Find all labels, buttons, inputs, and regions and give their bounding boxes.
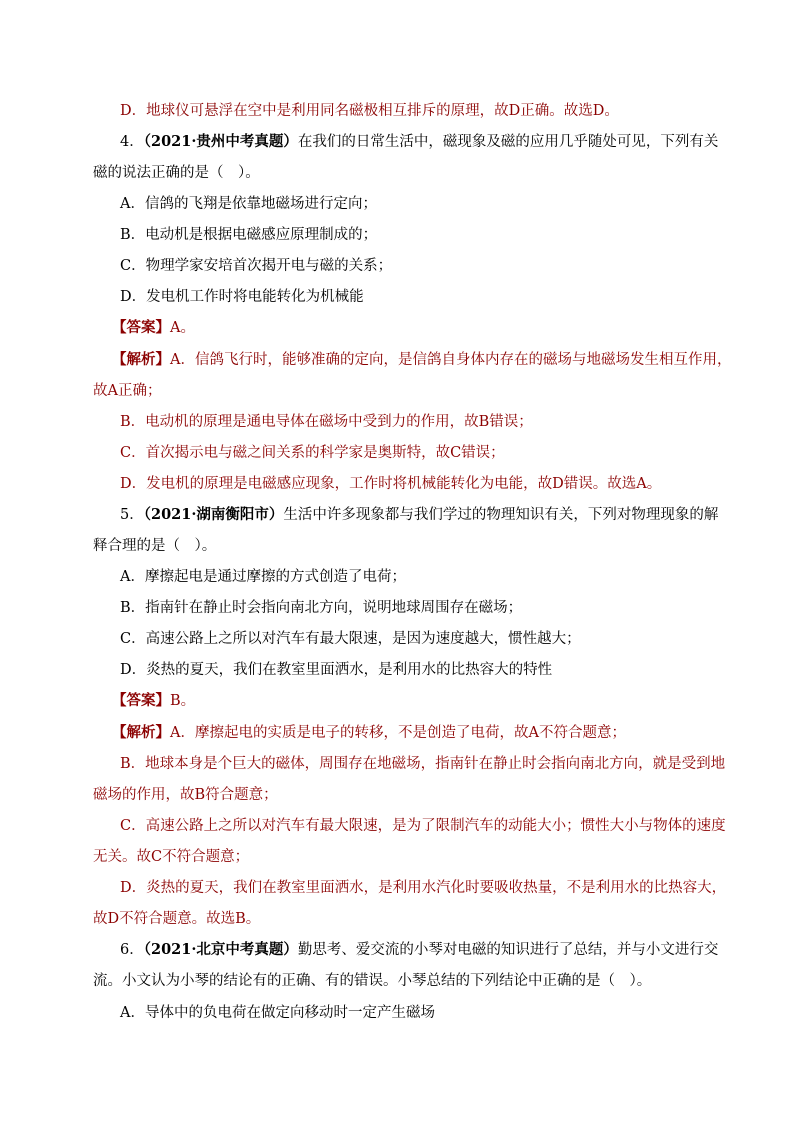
q5-analysis-line7: 故D不符合题意。故选B。 <box>93 911 261 927</box>
q4-answer-value: A。 <box>170 320 195 336</box>
q4-option-a: A．信鸽的飞翔是依靠地磁场进行定向； <box>120 196 377 212</box>
q5-answer <box>112 691 195 711</box>
q3-option-d-analysis: D．地球仪可悬浮在空中是利用同名磁极相互排斥的原理，故D正确。故选D。 <box>120 103 619 119</box>
q5-analysis-line2: B．地球本身是个巨大的磁体，周围存在地磁场，指南针在静止时会指向南北方向，就是受到地 <box>120 756 726 772</box>
q4-option-d: D．发电机工作时将电能转化为机械能 <box>120 289 364 305</box>
q6-stem-text1: 勤思考、爱交流的小琴对电磁的知识进行了总结，并与小文进行交 <box>297 942 719 958</box>
q5-answer-value: B。 <box>170 693 196 709</box>
q5-analysis-tag: 【解析】 <box>112 724 170 741</box>
q5-analysis-line6: D．炎热的夏天，我们在教室里面洒水，是利用水汽化时要吸收热量，不是利用水的比热容大， <box>120 880 727 896</box>
q4-number: 4． <box>120 134 144 150</box>
q4-answer <box>112 318 195 338</box>
q4-stem-line2: 磁的说法正确的是（ ）。 <box>93 165 260 181</box>
q5-source: （2021·湖南衡阳市） <box>143 506 284 523</box>
q5-analysis-line3: 磁场的作用，故B符合题意； <box>93 787 278 803</box>
q6-option-a: A．导体中的负电荷在做定向移动时一定产生磁场 <box>120 1005 435 1021</box>
q4-analysis-line5: D．发电机的原理是电磁感应现象，工作时将机械能转化为电能，故D错误。故选A。 <box>120 476 662 492</box>
q4-stem-text1: 在我们的日常生活中，磁现象及磁的应用几乎随处可见，下列有关 <box>297 134 719 150</box>
q5-answer-tag: 【答案】 <box>112 692 170 709</box>
q4-analysis-tag: 【解析】 <box>112 351 170 368</box>
q6-number: 6． <box>120 942 144 958</box>
q4-stem-line1 <box>120 132 718 152</box>
q4-analysis-text1: A．信鸽飞行时，能够准确的定向，是信鸽自身体内存在的磁场与地磁场发生相互作用， <box>170 352 732 368</box>
q5-analysis-line5: 无关。故C不符合题意； <box>93 849 250 865</box>
q5-option-a: A．摩擦起电是通过摩擦的方式创造了电荷； <box>120 569 406 585</box>
q5-option-c: C．高速公路上之所以对汽车有最大限速，是因为速度越大，惯性越大； <box>120 631 581 647</box>
q4-analysis-line3: B．电动机的原理是通电导体在磁场中受到力的作用，故B错误； <box>120 414 533 430</box>
q5-stem-line2: 释合理的是（ ）。 <box>93 538 217 554</box>
q5-analysis-line4: C．高速公路上之所以对汽车有最大限速，是为了限制汽车的动能大小；惯性大小与物体的速度 <box>120 818 726 834</box>
q4-analysis-line4: C．首次揭示电与磁之间关系的科学家是奥斯特，故C错误； <box>120 445 505 461</box>
q6-source: （2021·北京中考真题） <box>143 941 298 958</box>
q6-stem-line2: 流。小文认为小琴的结论有的正确、有的错误。小琴总结的下列结论中正确的是（ ）。 <box>93 973 652 989</box>
q5-stem-line1 <box>120 505 718 525</box>
q4-option-c: C．物理学家安培首次揭开电与磁的关系； <box>120 258 393 274</box>
q5-analysis-line1 <box>112 723 626 743</box>
q5-analysis-text1: A．摩擦起电的实质是电子的转移，不是创造了电荷，故A不符合题意； <box>170 725 626 741</box>
q4-option-b: B．电动机是根据电磁感应原理制成的； <box>120 227 378 243</box>
q5-number: 5． <box>120 507 144 523</box>
q4-analysis-line2: 故A正确； <box>93 383 162 399</box>
q4-source: （2021·贵州中考真题） <box>143 133 298 150</box>
q4-answer-tag: 【答案】 <box>112 319 170 336</box>
q6-stem-line1 <box>120 940 718 960</box>
q5-option-b: B．指南针在静止时会指向南北方向，说明地球周围存在磁场； <box>120 600 523 616</box>
q5-option-d: D．炎热的夏天，我们在教室里面洒水，是利用水的比热容大的特性 <box>120 662 553 678</box>
q5-stem-text1: 生活中许多现象都与我们学过的物理知识有关，下列对物理现象的解 <box>283 507 719 523</box>
q4-analysis-line1 <box>112 350 731 370</box>
